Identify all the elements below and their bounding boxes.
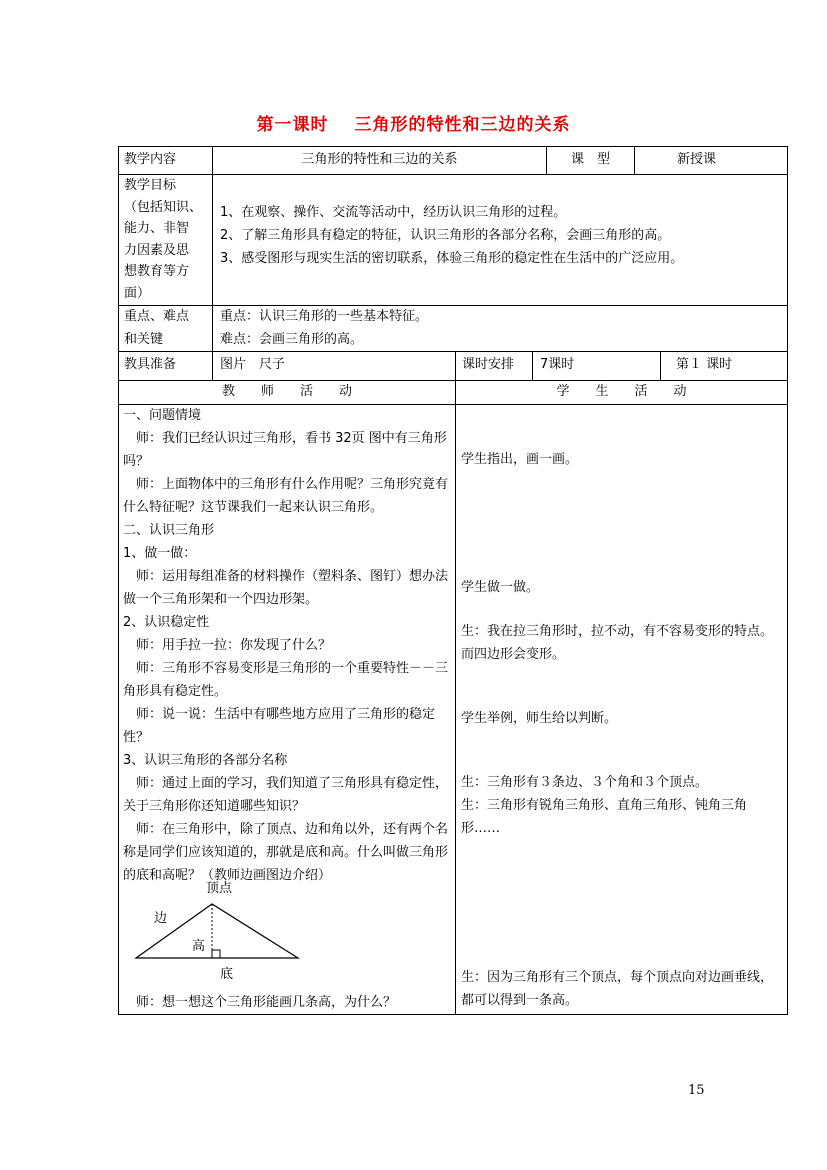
goals-label-line: 面） <box>124 285 151 301</box>
student-answer: 生：因为三角形有三个顶点，每个顶点向对边画垂线，都可以得到一条高。 <box>461 970 774 1008</box>
side-label: 边 <box>154 911 168 926</box>
teacher-paragraph: 师：想一想这个三角形能画几条高，为什么？ <box>123 995 397 1010</box>
goals-list <box>220 201 784 270</box>
hours-label: 课时安排 <box>462 357 515 372</box>
key-label <box>124 305 189 351</box>
student-answer: 学生指出，画一画。 <box>461 452 579 467</box>
triangle-diagram <box>124 876 324 986</box>
hours-value: 7课时 <box>540 357 575 372</box>
teacher-activities <box>123 404 453 887</box>
column-divider <box>212 146 213 380</box>
teacher-paragraph: 师：运用每组准备的材料操作（塑料条、图钉）想办法做一个三角形架和一个四边形架。 <box>123 569 449 607</box>
student-answer: 学生做一做。 <box>461 580 540 595</box>
goal-item: 2、了解三角形具有稳定的特征，认识三角形的各部分名称，会画三角形的高。 <box>220 228 671 243</box>
page-number: 15 <box>688 1083 705 1098</box>
sub-heading: 3、认识三角形的各部分名称 <box>123 753 288 768</box>
teacher-paragraph: 师：说一说：生活中有哪些地方应用了三角形的稳定性？ <box>123 707 436 745</box>
base-label: 底 <box>220 967 234 982</box>
student-header: 学 生 活 动 <box>556 384 687 399</box>
right-angle-mark <box>212 950 220 958</box>
lesson-number: 第一课时 <box>256 115 329 135</box>
teacher-paragraph: 师：在三角形中，除了顶点、边和角以外，还有两个名称是同学们应该知道的，那就是底和高。什么叫做三角形的底和高呢？（教师边画图边介绍） <box>123 822 449 883</box>
content-label: 教学内容 <box>124 152 177 167</box>
goal-item: 1、在观察、操作、交流等活动中，经历认识三角形的过程。 <box>220 205 567 220</box>
teacher-paragraph: 师：三角形不容易变形是三角形的一个重要特性－－三角形具有稳定性。 <box>123 661 449 699</box>
teacher-paragraph: 师：我们已经认识过三角形，看书 32页 图中有三角形吗？ <box>123 431 447 469</box>
goals-label <box>124 175 212 304</box>
height-label: 高 <box>192 939 206 954</box>
section-heading: 一、问题情境 <box>123 408 202 423</box>
row-divider <box>118 174 788 175</box>
lesson-index: 第１ 课时 <box>676 357 733 372</box>
goals-label-line: 教学目标 <box>124 178 177 193</box>
student-answer: 生：三角形有３条边、３个角和３个顶点。 <box>461 775 709 790</box>
tools-label: 教具准备 <box>124 357 177 372</box>
difficult-point: 难点：会画三角形的高。 <box>220 332 364 347</box>
column-divider <box>532 351 533 380</box>
teacher-paragraph: 师：上面物体中的三角形有什么作用呢？三角形究竟有什么特征呢？这节课我们一起来认识三角形。 <box>123 477 449 515</box>
section-heading: 二、认识三角形 <box>123 523 215 538</box>
goals-label-line: 能力、非智 <box>124 221 190 236</box>
content-value: 三角形的特性和三边的关系 <box>301 152 458 167</box>
key-label-line: 重点、难点 <box>124 309 190 324</box>
goals-label-line: 力因素及思 <box>124 242 190 258</box>
key-point: 重点：认识三角形的一些基本特征。 <box>220 309 429 324</box>
lesson-topic: 三角形的特性和三边的关系 <box>354 115 571 135</box>
teacher-header: 教 师 活 动 <box>221 384 352 399</box>
student-answer: 生：三角形有锐角三角形、直角三角形、钝角三角形…… <box>461 798 748 836</box>
vertex-label: 顶点 <box>206 881 233 896</box>
row-divider <box>118 351 788 352</box>
column-divider <box>455 351 456 1015</box>
row-divider <box>118 305 788 306</box>
goals-label-line: 想教育等方 <box>124 264 190 279</box>
goal-item: 3、感受图形与现实生活的密切联系，体验三角形的稳定性在生活中的广泛应用。 <box>220 251 684 266</box>
student-answer: 学生举例，师生给以判断。 <box>461 711 618 726</box>
key-points <box>220 305 428 351</box>
sub-heading: 1、做一做： <box>123 546 197 561</box>
tools-value: 图片 尺子 <box>220 357 286 372</box>
type-value: 新授课 <box>676 152 716 167</box>
column-divider <box>660 351 661 380</box>
student-answer: 生：我在拉三角形时，拉不动，有不容易变形的特点。而四边形会变形。 <box>461 624 774 662</box>
teacher-paragraph: 师：通过上面的学习，我们知道了三角形具有稳定性，关于三角形你还知道哪些知识？ <box>123 776 449 814</box>
page-title <box>0 110 827 135</box>
goals-label-line: （包括知识、 <box>124 199 203 215</box>
key-label-line: 和关键 <box>124 332 164 347</box>
type-label: 课 型 <box>570 152 610 167</box>
sub-heading: 2、认识稳定性 <box>123 615 210 630</box>
teacher-paragraph: 师：用手拉一拉：你发现了什么？ <box>123 638 332 653</box>
